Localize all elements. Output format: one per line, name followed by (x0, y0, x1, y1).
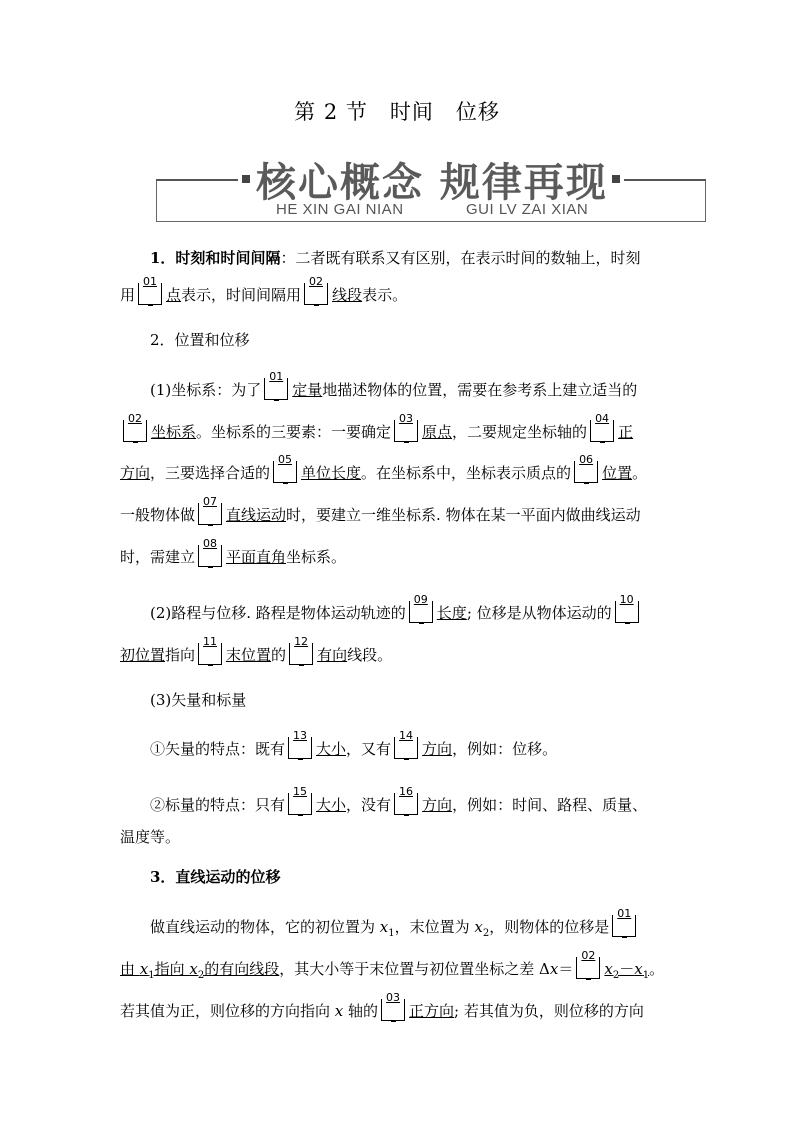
answer-box: 12 (289, 643, 313, 665)
banner-line-left (156, 179, 238, 181)
s1-line-2: 用 01 点表示，时间间隔用 02 线段表示。 (120, 275, 408, 304)
answer-box: 02 (123, 420, 147, 442)
s3-answer-1: 由 $x_1$指向 $x_2$的有向线段 (120, 960, 280, 981)
answer-box: 14 (394, 737, 418, 759)
s2-p1-line-4: 一般物体做 07 直线运动时，要建立一维坐标系. 物体在某一平面内做曲线运动 (120, 495, 641, 524)
answer-box: 01 (264, 378, 288, 400)
answer-box: 04 (590, 420, 614, 442)
s1-heading: 1．时刻和时间间隔 (150, 249, 281, 267)
answer-box: 03 (394, 420, 418, 442)
banner-title: 核心概念 规律再现 (256, 160, 608, 206)
answer-box: 07 (198, 503, 222, 525)
s2-p3-scalar-cont: 温度等。 (120, 828, 181, 846)
answer-box: 01 (612, 915, 636, 937)
banner-square-left (242, 175, 250, 183)
s2-p2-line-2: 初位置指向 11 末位置的 12 有向线段。 (120, 635, 393, 664)
s2-p1-line-3: 方向，三要选择合适的 05 单位长度。在坐标系中，坐标表示质点的 06 位置。 (120, 453, 648, 482)
answer-box: 09 (409, 601, 433, 623)
banner-line-right (624, 179, 706, 181)
banner-pinyin-left: HE XIN GAI NIAN (276, 201, 404, 218)
s3-line-1: 做直线运动的物体，它的初位置为 $x_1$，末位置为 $x_2$，则物体的位移是 01 (150, 915, 640, 944)
answer-box: 01 (138, 283, 162, 305)
s3-line-2: 由 $x_1$指向 $x_2$的有向线段，其大小等于末位置与初位置坐标之差 Δx＝ 02 $x_2-x_1$。 (120, 949, 665, 981)
answer-box: 05 (273, 461, 297, 483)
s1-line-1: 1．时刻和时间间隔：二者既有联系又有区别，在表示时间的数轴上，时刻 (150, 249, 641, 267)
answer-box: 02 (576, 957, 600, 979)
s2-p3-heading: (3)矢量和标量 (150, 691, 247, 709)
section-banner (156, 151, 706, 223)
answer-box: 03 (381, 999, 405, 1021)
answer-box: 16 (394, 793, 418, 815)
s2-p2-line-1: (2)路程与位移. 路程是物体运动轨迹的 09 长度; 位移是从物体运动的 10 (150, 601, 643, 623)
s2-p3-vector: ①矢量的特点：既有 13 大小，又有 14 方向，例如：位移。 (150, 729, 558, 758)
page-title: 第 2 节 时间 位移 (294, 100, 500, 124)
s3-answer-2: $x_2-x_1$ (604, 960, 650, 981)
answer-box: 08 (198, 545, 222, 567)
answer-box: 15 (288, 793, 312, 815)
answer-box: 13 (288, 737, 312, 759)
answer-box: 11 (198, 643, 222, 665)
answer-box: 06 (574, 461, 598, 483)
s2-heading: 2．位置和位移 (150, 331, 250, 349)
s3-heading: 3．直线运动的位移 (150, 868, 281, 886)
banner-pinyin-right: GUI LV ZAI XIAN (466, 201, 589, 218)
s2-p1-line-5: 时，需建立 08 平面直角坐标系。 (120, 537, 347, 566)
banner-square-right (612, 175, 620, 183)
answer-box: 02 (304, 283, 328, 305)
s2-p1-line-2: 02 坐标系。坐标系的三要素：一要确定 03 原点，二要规定坐标轴的 04 正 (120, 420, 633, 442)
answer-box: 10 (615, 601, 639, 623)
s2-p1-line-1: (1)坐标系：为了 01 定量地描述物体的位置，需要在参考系上建立适当的 (150, 370, 638, 399)
s2-p3-scalar: ②标量的特点：只有 15 大小，没有 16 方向，例如：时间、路程、质量、 (150, 785, 648, 814)
s3-line-3: 若其值为正，则位移的方向指向 x 轴的 03 正方向; 若其值为负，则位移的方向 (120, 991, 644, 1020)
